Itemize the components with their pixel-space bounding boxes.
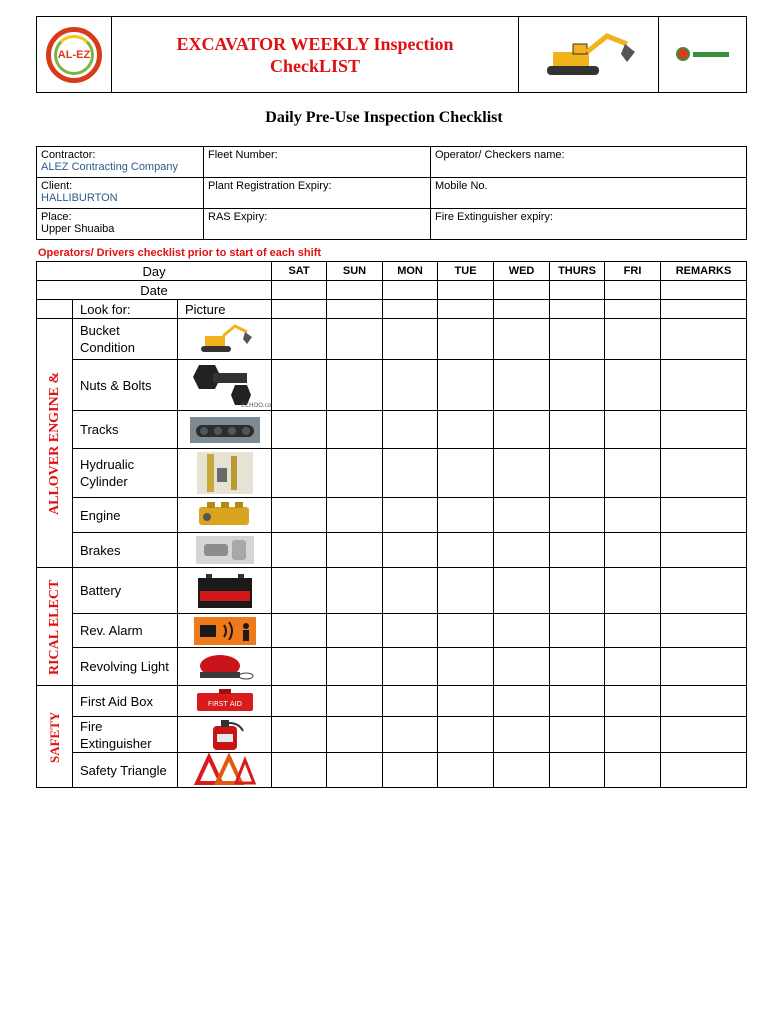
engine-icon	[193, 499, 257, 531]
check-cell[interactable]	[550, 319, 605, 360]
brakes-icon	[194, 534, 256, 566]
check-cell[interactable]	[383, 686, 438, 717]
check-cell[interactable]	[494, 648, 550, 686]
bucket-excavator-icon	[195, 322, 255, 356]
check-cell[interactable]	[438, 300, 494, 319]
check-cell[interactable]	[550, 717, 605, 753]
check-cell[interactable]	[605, 360, 661, 411]
check-cell[interactable]	[494, 319, 550, 360]
check-cell[interactable]	[605, 648, 661, 686]
date-cell[interactable]	[494, 281, 550, 300]
picture-cell	[178, 568, 272, 614]
check-cell[interactable]	[494, 686, 550, 717]
check-cell[interactable]	[438, 568, 494, 614]
excavator-image-cell	[519, 17, 659, 93]
checklist-row	[37, 411, 747, 449]
check-cell[interactable]	[494, 300, 550, 319]
check-cell[interactable]	[327, 498, 383, 533]
fire-extinguisher-expiry-cell[interactable]	[431, 209, 747, 240]
first-aid-icon	[193, 687, 257, 715]
hydraulic-cylinder-icon	[195, 450, 255, 496]
place-value: Upper Shuaiba	[41, 223, 115, 235]
picture-cell	[178, 686, 272, 717]
check-cell[interactable]	[383, 319, 438, 360]
operator-name-label: Operator/ Checkers name:	[435, 149, 565, 161]
check-cell[interactable]	[605, 300, 661, 319]
operator-name-cell[interactable]	[431, 147, 747, 178]
check-cell[interactable]	[327, 449, 383, 498]
check-cell[interactable]	[438, 717, 494, 753]
client-label: Client:	[41, 180, 73, 192]
check-cell[interactable]	[661, 300, 747, 319]
alez-logo-icon	[46, 27, 102, 83]
check-cell[interactable]	[438, 533, 494, 568]
check-cell[interactable]	[605, 498, 661, 533]
client-value: HALLIBURTON	[41, 192, 118, 204]
client-cell[interactable]	[37, 178, 204, 209]
checklist-table	[36, 261, 747, 788]
fleet-number-cell[interactable]	[204, 147, 431, 178]
section-allover-label: ALLOVER ENGINE &	[46, 371, 62, 515]
check-cell[interactable]	[327, 717, 383, 753]
date-cell[interactable]	[383, 281, 438, 300]
picture-cell	[178, 648, 272, 686]
section-electrical	[37, 568, 73, 686]
contractor-cell[interactable]	[37, 147, 204, 178]
item-battery: Battery	[73, 568, 178, 614]
check-cell[interactable]	[327, 300, 383, 319]
day-header-sat: SAT	[272, 262, 327, 281]
check-cell[interactable]	[494, 614, 550, 648]
check-cell[interactable]	[661, 686, 747, 717]
check-cell[interactable]	[383, 648, 438, 686]
plant-registration-label: Plant Registration Expiry:	[208, 180, 332, 192]
item-fire-extinguisher: Fire Extinguisher	[73, 717, 178, 753]
fire-extinguisher-expiry-label: Fire Extinguisher expiry:	[435, 211, 553, 223]
date-label: Date	[37, 281, 272, 300]
item-hydraulic-cylinder: Hydrualic Cylinder	[73, 449, 178, 498]
mobile-number-cell[interactable]	[431, 178, 747, 209]
check-cell[interactable]	[494, 717, 550, 753]
check-cell[interactable]	[605, 686, 661, 717]
check-cell[interactable]	[327, 319, 383, 360]
revolving-light-icon	[192, 650, 258, 684]
check-cell[interactable]	[383, 300, 438, 319]
check-cell[interactable]	[661, 360, 747, 411]
check-cell[interactable]	[661, 717, 747, 753]
column-header-row	[37, 300, 747, 319]
picture-cell	[178, 717, 272, 753]
check-cell[interactable]	[661, 614, 747, 648]
date-cell[interactable]	[438, 281, 494, 300]
check-cell[interactable]	[272, 648, 327, 686]
section-safety-label: SAFETY	[46, 710, 62, 763]
picture-cell	[178, 753, 272, 788]
check-cell[interactable]	[383, 449, 438, 498]
checklist-row	[37, 686, 747, 717]
item-safety-triangle: Safety Triangle	[73, 753, 178, 788]
check-cell[interactable]	[327, 568, 383, 614]
checklist-row	[37, 568, 747, 614]
client-logo-icon	[659, 46, 746, 64]
title-cell	[112, 17, 519, 93]
check-cell[interactable]	[494, 449, 550, 498]
check-cell[interactable]	[383, 717, 438, 753]
day-label: Day	[37, 262, 272, 281]
excavator-icon	[539, 30, 639, 80]
page-title	[112, 33, 518, 77]
check-cell[interactable]	[494, 568, 550, 614]
shift-note: Operators/ Drivers checklist prior to start of each shift	[38, 247, 322, 259]
title-line-2: CheckLIST	[269, 55, 361, 76]
check-cell[interactable]	[550, 360, 605, 411]
check-cell[interactable]	[661, 319, 747, 360]
check-cell[interactable]	[661, 449, 747, 498]
item-nuts-bolts: Nuts & Bolts	[73, 360, 178, 411]
check-cell[interactable]	[661, 411, 747, 449]
picture-cell	[178, 360, 272, 411]
fire-extinguisher-icon	[195, 718, 255, 752]
checklist-row	[37, 533, 747, 568]
item-brakes: Brakes	[73, 533, 178, 568]
day-header-thurs: THURS	[550, 262, 605, 281]
check-cell[interactable]	[272, 449, 327, 498]
place-label: Place:	[41, 211, 72, 223]
check-cell[interactable]	[494, 533, 550, 568]
info-table	[36, 146, 747, 240]
check-cell[interactable]	[494, 360, 550, 411]
picture-cell	[178, 319, 272, 360]
section-allover-engine	[37, 319, 73, 568]
logo-text: AL-EZ	[57, 48, 91, 61]
page-subtitle: Daily Pre-Use Inspection Checklist	[265, 109, 503, 126]
place-cell[interactable]	[37, 209, 204, 240]
check-cell[interactable]	[438, 411, 494, 449]
item-bucket-condition: Bucket Condition	[73, 319, 178, 360]
reverse-alarm-icon	[192, 615, 258, 647]
check-cell[interactable]	[605, 717, 661, 753]
day-header-remarks: REMARKS	[661, 262, 747, 281]
nuts-caption: ECHOO.co	[240, 402, 272, 409]
check-cell[interactable]	[661, 648, 747, 686]
check-cell[interactable]	[438, 449, 494, 498]
item-tracks: Tracks	[73, 411, 178, 449]
check-cell[interactable]	[438, 648, 494, 686]
checklist-row	[37, 449, 747, 498]
check-cell[interactable]	[494, 753, 550, 788]
check-cell[interactable]	[438, 319, 494, 360]
check-cell[interactable]	[272, 686, 327, 717]
check-cell[interactable]	[327, 360, 383, 411]
day-header-sun: SUN	[327, 262, 383, 281]
track-icon	[188, 413, 262, 447]
check-cell[interactable]	[550, 648, 605, 686]
check-cell[interactable]	[272, 411, 327, 449]
date-cell[interactable]	[661, 281, 747, 300]
check-cell[interactable]	[272, 614, 327, 648]
check-cell[interactable]	[605, 449, 661, 498]
mobile-number-label: Mobile No.	[435, 180, 488, 192]
picture-cell	[178, 614, 272, 648]
date-cell[interactable]	[550, 281, 605, 300]
checklist-row	[37, 753, 747, 788]
check-cell[interactable]	[327, 411, 383, 449]
check-cell[interactable]	[272, 319, 327, 360]
section-safety	[37, 686, 73, 788]
check-cell[interactable]	[550, 498, 605, 533]
check-cell[interactable]	[661, 533, 747, 568]
day-row	[37, 262, 747, 281]
check-cell[interactable]	[438, 753, 494, 788]
check-cell[interactable]	[605, 319, 661, 360]
day-header-fri: FRI	[605, 262, 661, 281]
checklist-row	[37, 717, 747, 753]
check-cell[interactable]	[605, 753, 661, 788]
check-cell[interactable]	[272, 568, 327, 614]
picture-cell	[178, 411, 272, 449]
check-cell[interactable]	[438, 498, 494, 533]
check-cell[interactable]	[272, 717, 327, 753]
section-electrical-label: RICAL ELECT	[46, 578, 62, 675]
header-table	[36, 16, 747, 93]
picture-header: Picture	[178, 300, 272, 319]
date-cell[interactable]	[605, 281, 661, 300]
day-header-wed: WED	[494, 262, 550, 281]
picture-cell	[178, 498, 272, 533]
checklist-row	[37, 319, 747, 360]
date-cell[interactable]	[272, 281, 327, 300]
checklist-row	[37, 360, 747, 411]
check-cell[interactable]	[494, 498, 550, 533]
check-cell[interactable]	[494, 411, 550, 449]
check-cell[interactable]	[438, 360, 494, 411]
item-first-aid-box: First Aid Box	[73, 686, 178, 717]
check-cell[interactable]	[550, 411, 605, 449]
nut-bolt-icon	[185, 361, 272, 409]
battery-icon	[194, 571, 256, 611]
check-cell[interactable]	[383, 498, 438, 533]
check-cell[interactable]	[383, 568, 438, 614]
check-cell[interactable]	[383, 533, 438, 568]
check-cell[interactable]	[272, 300, 327, 319]
check-cell[interactable]	[383, 753, 438, 788]
ras-expiry-label: RAS Expiry:	[208, 211, 268, 223]
check-cell[interactable]	[327, 686, 383, 717]
blank-header-cell	[37, 300, 73, 319]
item-reverse-alarm: Rev. Alarm	[73, 614, 178, 648]
checklist-row	[37, 648, 747, 686]
date-cell[interactable]	[327, 281, 383, 300]
day-header-mon: MON	[383, 262, 438, 281]
check-cell[interactable]	[550, 753, 605, 788]
check-cell[interactable]	[550, 614, 605, 648]
checklist-row	[37, 498, 747, 533]
check-cell[interactable]	[438, 614, 494, 648]
client-logo-cell	[659, 17, 747, 93]
contractor-value: ALEZ Contracting Company	[41, 161, 178, 173]
check-cell[interactable]	[327, 753, 383, 788]
day-header-tue: TUE	[438, 262, 494, 281]
checklist-row	[37, 614, 747, 648]
check-cell[interactable]	[327, 614, 383, 648]
firstaid-caption: FIRST AID	[207, 700, 242, 708]
check-cell[interactable]	[605, 568, 661, 614]
check-cell[interactable]	[550, 300, 605, 319]
fleet-number-label: Fleet Number:	[208, 149, 278, 161]
item-revolving-light: Revolving Light	[73, 648, 178, 686]
check-cell[interactable]	[550, 533, 605, 568]
check-cell[interactable]	[272, 498, 327, 533]
picture-cell	[178, 533, 272, 568]
check-cell[interactable]	[327, 533, 383, 568]
check-cell[interactable]	[327, 648, 383, 686]
check-cell[interactable]	[383, 411, 438, 449]
check-cell[interactable]	[661, 753, 747, 788]
company-logo-cell	[37, 17, 112, 93]
check-cell[interactable]	[383, 360, 438, 411]
item-engine: Engine	[73, 498, 178, 533]
check-cell[interactable]	[438, 686, 494, 717]
check-cell[interactable]	[661, 568, 747, 614]
check-cell[interactable]	[661, 498, 747, 533]
check-cell[interactable]	[272, 533, 327, 568]
check-cell[interactable]	[605, 411, 661, 449]
check-cell[interactable]	[605, 533, 661, 568]
check-cell[interactable]	[605, 614, 661, 648]
ras-expiry-cell[interactable]	[204, 209, 431, 240]
picture-cell	[178, 449, 272, 498]
contractor-label: Contractor:	[41, 149, 96, 161]
check-cell[interactable]	[272, 360, 327, 411]
check-cell[interactable]	[550, 686, 605, 717]
check-cell[interactable]	[272, 753, 327, 788]
date-row	[37, 281, 747, 300]
check-cell[interactable]	[383, 614, 438, 648]
safety-triangle-icon	[195, 754, 255, 786]
check-cell[interactable]	[550, 568, 605, 614]
check-cell[interactable]	[550, 449, 605, 498]
title-line-1: EXCAVATOR WEEKLY Inspection	[176, 33, 454, 54]
plant-registration-cell[interactable]	[204, 178, 431, 209]
look-for-header: Look for:	[73, 300, 178, 319]
